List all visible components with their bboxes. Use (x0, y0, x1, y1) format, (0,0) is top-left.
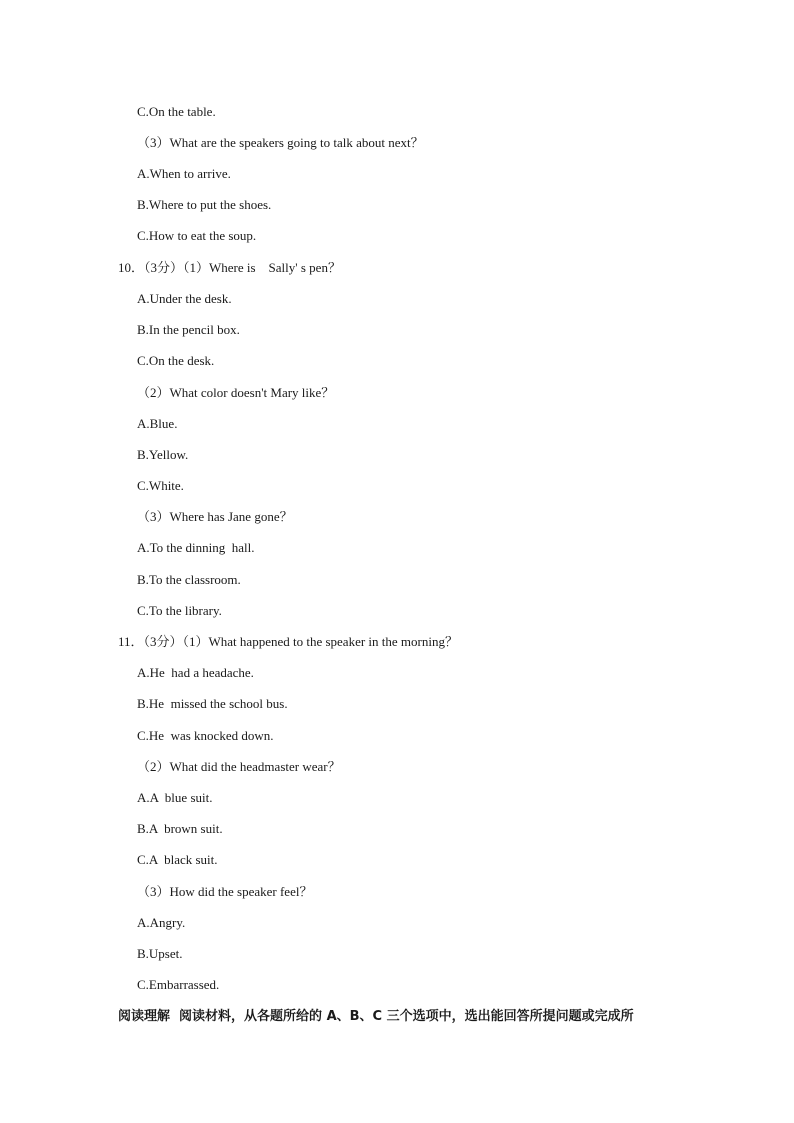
q10-subquestion-3: （3）Where has Jane gone？ (137, 509, 293, 524)
q11-1-option-c: C.He was knocked down. (137, 728, 274, 743)
q10-subquestion-2: （2）What color doesn't Mary like？ (137, 385, 335, 400)
q10-2-option-a: A.Blue. (137, 416, 178, 431)
q10-1-option-c: C.On the desk. (137, 353, 215, 368)
q10-3-option-a: A.To the dinning hall. (137, 540, 255, 555)
q11-3-option-a: A.Angry. (137, 915, 186, 930)
q11-2-option-c: C.A black suit. (137, 852, 218, 867)
reading-section-heading: 阅读理解 阅读材料，从各题所给的 A、B、C 三个选项中，选出能回答所提问题或完成所 (118, 1009, 634, 1024)
q11-2-option-a: A.A blue suit. (137, 790, 213, 805)
q10-2-option-c: C.White. (137, 478, 184, 493)
q11-2-option-b: B.A brown suit. (137, 821, 223, 836)
q9-3-option-b: B.Where to put the shoes. (137, 197, 272, 212)
q10-1-option-a: A.Under the desk. (137, 291, 232, 306)
q9-3-prev-option-c: C.On the table. (137, 104, 216, 119)
question-10-heading: 10．（3分）（1）Where is Sally' s pen？ (118, 260, 341, 275)
q9-3-option-a: A.When to arrive. (137, 166, 231, 181)
q9-3-option-c: C.How to eat the soup. (137, 228, 257, 243)
q11-1-option-a: A.He had a headache. (137, 665, 254, 680)
q11-subquestion-2: （2）What did the headmaster wear？ (137, 759, 341, 774)
q9-subquestion-3: （3）What are the speakers going to talk about next？ (137, 135, 424, 150)
q10-3-option-b: B.To the classroom. (137, 572, 241, 587)
q11-subquestion-3: （3）How did the speaker feel？ (137, 884, 313, 899)
q11-3-option-c: C.Embarrassed. (137, 977, 220, 992)
question-11-heading: 11．（3分）（1）What happened to the speaker in the morning？ (118, 634, 458, 649)
q11-3-option-b: B.Upset. (137, 946, 183, 961)
q10-1-option-b: B.In the pencil box. (137, 322, 240, 337)
q10-2-option-b: B.Yellow. (137, 447, 189, 462)
q11-1-option-b: B.He missed the school bus. (137, 696, 288, 711)
q10-3-option-c: C.To the library. (137, 603, 222, 618)
